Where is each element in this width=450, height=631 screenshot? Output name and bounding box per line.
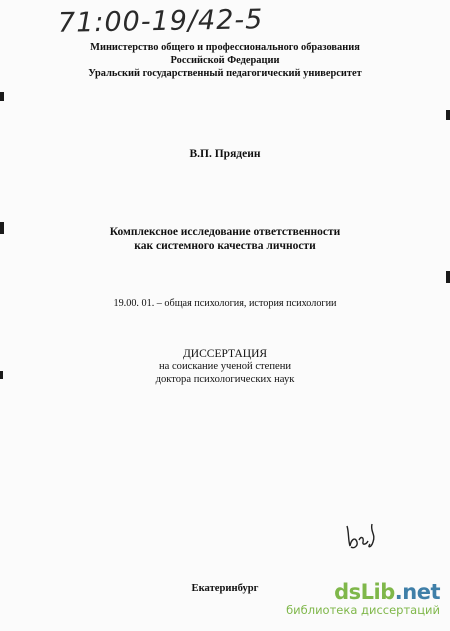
watermark-subtitle: библиотека диссертаций [286,603,440,617]
ministry-line: Министерство общего и профессионального образования [90,42,360,53]
scan-edge-mark [446,271,450,283]
degree-line: на соискание ученой степени [158,361,292,372]
scan-edge-mark [0,92,4,101]
thesis-title-line: как системного качества личности [134,240,316,252]
handwritten-catalog-code: 71:00-19/42-5 [57,4,264,39]
logo-part: dsLib [334,580,395,604]
dslib-logo [286,581,440,603]
dslib-watermark [286,581,440,617]
logo-part: .net [394,580,440,604]
thesis-heading: ДИССЕРТАЦИЯ [182,348,268,360]
thesis-title-line: Комплексное исследование ответственности [109,226,341,238]
scan-edge-mark [446,110,450,120]
degree-line: доктора психологических наук [155,374,295,385]
country-line: Российской Федерации [170,55,280,66]
specialty-code: 19.00. 01. – общая психология, история психологии [113,298,337,309]
city-name: Екатеринбург [191,583,259,594]
university-line: Уральский государственный педагогический университет [88,68,362,79]
signature-mark [343,518,387,554]
author-name: В.П. Прядеин [189,148,261,160]
